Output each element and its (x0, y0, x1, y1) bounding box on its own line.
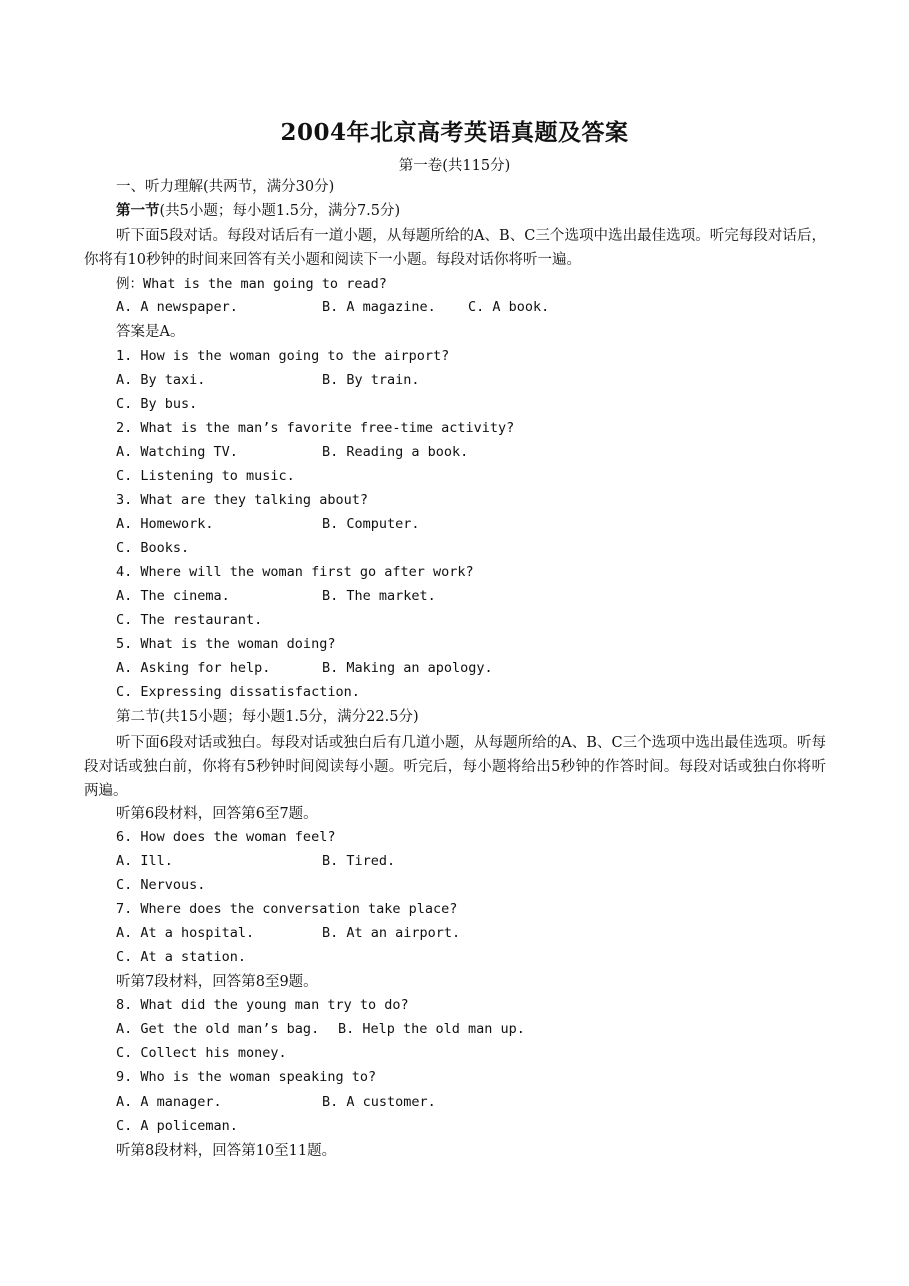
question-text: 4. Where will the woman first go after work? (116, 564, 474, 580)
section1-rest: (共5小题；每小题1.5分，满分7.5分) (159, 203, 401, 219)
section1-instructions: 听下面5段对话。每段对话后有一道小题，从每题所给的A、B、C三个选项中选出最佳选项。听完每段对话后，你将有10秒钟的时间来回答有关小题和阅读下一小题。每段对话你将听一遍。 (84, 228, 826, 268)
option-a: A. Homework. (116, 516, 214, 532)
material-8-heading: 听第8段材料，回答第10至11题。 (116, 1143, 337, 1159)
option-c: C. Listening to music. (116, 468, 295, 484)
option-a: A. A manager. (116, 1094, 222, 1110)
material-7-heading: 听第7段材料，回答第8至9题。 (116, 974, 318, 990)
option-b: B. Tired. (322, 853, 396, 869)
section2-instructions: 听下面6段对话或独白。每段对话或独白后有几道小题，从每题所给的A、B、C三个选项中选出最佳选项。听每段对话或独白前，你将有5秒钟时间阅读每小题。听完后，每小题将给出5秒钟的作答时间。每段对话或独白你将听两遍。 (84, 735, 826, 799)
option-a: A. The cinema. (116, 588, 230, 604)
document-title: 2004年北京高考英语真题及答案 (280, 119, 629, 146)
option-c: C. Books. (116, 540, 190, 556)
document-subtitle: 第一卷(共115分) (398, 158, 511, 174)
section2-heading: 第二节(共15小题；每小题1.5分，满分22.5分) (116, 709, 419, 725)
option-b: B. At an airport. (322, 925, 461, 941)
option-a: A. At a hospital. (116, 925, 255, 941)
part1-heading: 一、听力理解(共两节，满分30分) (116, 179, 335, 195)
option-c: C. At a station. (116, 949, 247, 965)
option-b: B. Computer. (322, 516, 420, 532)
example-option-a: A. A newspaper. (116, 299, 238, 315)
option-c: C. Collect his money. (116, 1045, 287, 1061)
option-a: A. Asking for help. (116, 660, 271, 676)
question-text: 7. Where does the conversation take place? (116, 901, 458, 917)
question-text: 8. What did the young man try to do? (116, 997, 409, 1013)
example-question: 例：What is the man going to read? (116, 276, 387, 292)
question-text: 3. What are they talking about? (116, 492, 368, 508)
option-c: C. A policeman. (116, 1118, 238, 1134)
section1-label: 第一节 (116, 202, 160, 219)
option-b: B. Help the old man up. (338, 1021, 525, 1037)
question-text: 9. Who is the woman speaking to? (116, 1069, 377, 1085)
question-text: 5. What is the woman doing? (116, 636, 336, 652)
option-c: C. By bus. (116, 396, 198, 412)
option-c: C. Nervous. (116, 877, 206, 893)
option-b: B. Making an apology. (322, 660, 493, 676)
section1-heading (116, 201, 400, 221)
material-6-heading: 听第6段材料，回答第6至7题。 (116, 806, 318, 822)
example-answer: 答案是A。 (116, 324, 185, 340)
option-c: C. Expressing dissatisfaction. (116, 684, 360, 700)
option-b: B. By train. (322, 372, 420, 388)
question-text: 2. What is the man’s favorite free-time activity? (116, 420, 515, 436)
option-b: B. Reading a book. (322, 444, 469, 460)
example-option-c: C. A book. (468, 299, 550, 315)
option-a: A. Get the old man’s bag. (116, 1021, 320, 1037)
option-a: A. Ill. (116, 853, 173, 869)
option-b: B. The market. (322, 588, 436, 604)
option-b: B. A customer. (322, 1094, 436, 1110)
question-text: 6. How does the woman feel? (116, 829, 336, 845)
option-a: A. By taxi. (116, 372, 206, 388)
option-c: C. The restaurant. (116, 612, 263, 628)
example-option-b: B. A magazine. (322, 299, 436, 315)
option-a: A. Watching TV. (116, 444, 238, 460)
question-text: 1. How is the woman going to the airport? (116, 348, 450, 364)
